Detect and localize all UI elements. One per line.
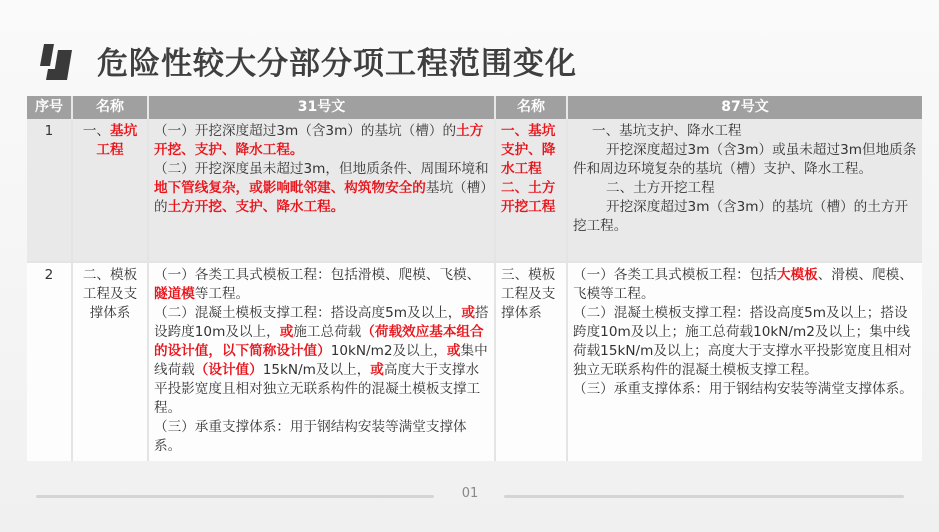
highlight-text: 大模板 [776, 267, 818, 283]
doc31-para-1 [154, 266, 489, 304]
name-highlight: 基坑工程 [96, 123, 138, 158]
text: 10kN/m2及以上， [330, 343, 447, 359]
name-highlight: 一、基坑支护、降水工程 二、土方开挖工程 [501, 123, 556, 215]
row-doc-87 [567, 119, 922, 262]
row-name-31: 二、模板工程及支撑体系 [72, 262, 148, 461]
doc31-para-2 [154, 160, 489, 217]
slide-title: 危险性较大分部分项工程范围变化 [97, 46, 577, 82]
doc87-line-3: 二、土方开挖工程 [606, 180, 715, 196]
text: （一）各类工具式模板工程：包括 [573, 267, 777, 283]
comparison-table [27, 96, 922, 461]
text: 高度大于支撑水平投影宽度且相对独立无联系构件的混凝土模板支撑工程。 [154, 362, 481, 416]
footer-divider-right [504, 495, 904, 498]
row-name-31 [72, 119, 148, 262]
highlight-text: （荷载效应基本组合的设计值，以下简称设计值） [154, 324, 484, 359]
highlight-text: 或 [370, 362, 384, 378]
table-header-row [27, 96, 922, 119]
text: （一）各类工具式模板工程：包括滑模、爬模、飞模、 [154, 267, 481, 283]
text: 基坑（槽）的 [154, 180, 488, 215]
header-seq: 序号 [27, 96, 72, 119]
footer-divider-left [36, 495, 434, 498]
doc87-para-3: （三）承重支撑体系：用于钢结构安装等满堂支撑体系。 [573, 381, 913, 397]
text: 等工程。 [194, 286, 250, 302]
text: （二）混凝土模板支撑工程：搭设高度5m及以上， [154, 305, 462, 321]
doc87-line-4: 开挖深度超过3m（含3m）的基坑（槽）的土方开挖工程。 [573, 199, 909, 234]
row-number: 2 [27, 262, 72, 461]
slash-logo-icon [40, 44, 80, 80]
highlight-text: 或 [461, 305, 475, 321]
row-doc-31 [148, 262, 495, 461]
header-doc-87: 87号文 [567, 96, 922, 119]
highlight-text: 或 [279, 324, 294, 340]
doc87-line-2: 开挖深度超过3m（含3m）或虽未超过3m但地质条件和周边环境复杂的基坑（槽）支护、降水工程。 [573, 142, 917, 177]
header-name-87: 名称 [495, 96, 567, 119]
header-doc-31: 31号文 [148, 96, 495, 119]
row-number: 1 [27, 119, 72, 262]
page-number: 01 [461, 486, 479, 501]
highlight-text: 土方开挖、支护、降水工程。 [154, 123, 484, 158]
text: 集中线荷载 [154, 343, 488, 378]
highlight-text: 隧道模 [154, 286, 195, 302]
table-row [27, 262, 922, 461]
row-doc-31 [148, 119, 495, 262]
highlight-text: 地下管线复杂，或影响毗邻建、构筑物安全的 [154, 180, 426, 196]
text: （一）开挖深度超过3m（含3m）的基坑（槽）的 [154, 123, 457, 139]
text: 15kN/m及以上， [262, 362, 371, 378]
doc31-para-3: （三）承重支撑体系：用于钢结构安装等满堂支撑体系。 [154, 419, 467, 454]
name-prefix: 一、 [82, 123, 110, 139]
highlight-text: 或 [446, 343, 461, 359]
header-name-31: 名称 [72, 96, 148, 119]
doc87-para-1 [573, 266, 917, 304]
highlight-text: （设计值） [194, 362, 263, 378]
doc31-para-2 [154, 304, 489, 418]
doc31-para-1 [154, 122, 489, 160]
doc87-para-2: （二）混凝土模板支撑工程：搭设高度5m及以上；搭设跨度10m及以上；施工总荷载10kN/m2及以上；集中线荷载15kN/m及以上；高度大于支撑水平投影宽度且相对独立无联系构件的混凝土模板支撑工程。 [573, 305, 912, 378]
text: （二）开挖深度虽未超过3m，但地质条件、周围环境和 [154, 161, 489, 177]
row-doc-87 [567, 262, 922, 461]
text: 、滑模、爬模、飞模等工程。 [573, 267, 913, 302]
table-row [27, 119, 922, 262]
highlight-text: 土方开挖、支护、降水工程。 [167, 199, 345, 215]
doc87-line-1: 一、基坑支护、降水工程 [592, 123, 742, 139]
text: 施工总荷载 [293, 324, 362, 340]
row-name-87: 三、模板工程及支撑体系 [495, 262, 567, 461]
row-name-87 [495, 119, 567, 262]
text: 搭设跨度10m及以上， [154, 305, 489, 340]
